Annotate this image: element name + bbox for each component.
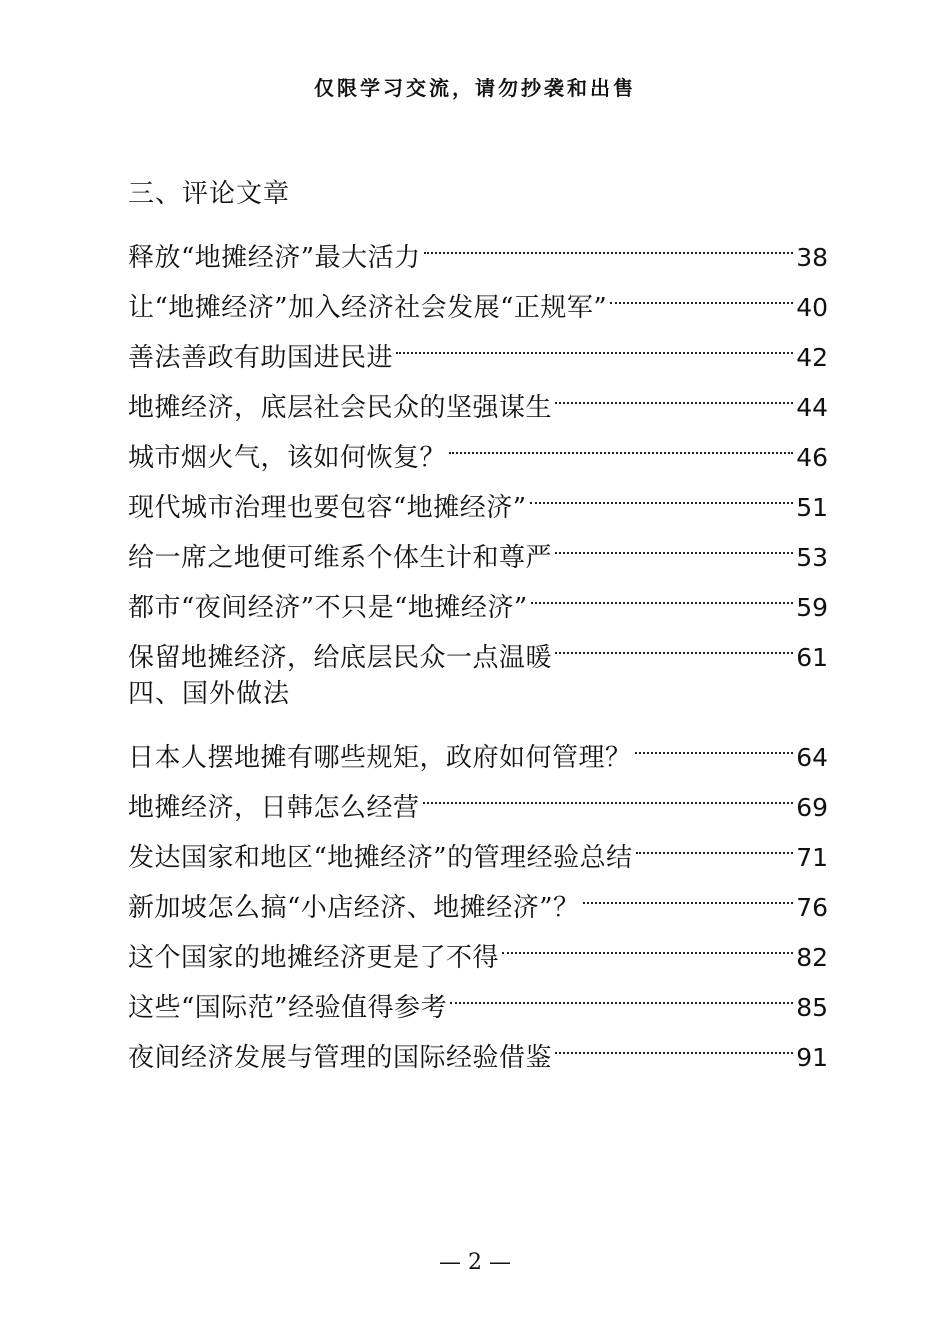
toc-entry-title: 现代城市治理也要包容“地摊经济” — [128, 493, 527, 523]
toc-entry-page: 85 — [796, 993, 828, 1022]
toc-leader-dots — [530, 472, 794, 516]
toc-entry-title: 日本人摆地摊有哪些规矩，政府如何管理？ — [128, 743, 632, 773]
toc-entry-page: 64 — [796, 743, 828, 772]
section-heading: 四、国外做法 — [128, 679, 291, 709]
toc-entry-page: 42 — [796, 343, 828, 372]
toc-entry-title: 都市“夜间经济”不只是“地摊经济” — [128, 593, 528, 623]
toc-entry-title: 保留地摊经济，给底层民众一点温暖 — [128, 643, 553, 673]
toc-leader-dots — [531, 572, 794, 616]
toc-leader-dots — [423, 772, 794, 816]
toc-leader-dots — [555, 522, 793, 566]
toc-entry-title: 发达国家和地区“地摊经济”的管理经验总结 — [128, 843, 633, 873]
toc-leader-dots — [555, 1022, 793, 1066]
toc-entry-title: 地摊经济，底层社会民众的坚强谋生 — [128, 393, 553, 423]
toc-entry-page: 82 — [796, 943, 828, 972]
toc-entry-page: 61 — [796, 643, 828, 672]
toc-entry-title: 城市烟火气，该如何恢复？ — [128, 443, 447, 473]
toc-leader-dots — [396, 322, 793, 366]
toc-entry-page: 38 — [796, 243, 828, 272]
toc-leader-dots — [555, 622, 793, 666]
page-header-notice: 仅限学习交流，请勿抄袭和出售 — [314, 76, 636, 100]
table-of-contents — [128, 172, 828, 1072]
toc-entry-page: 40 — [796, 293, 828, 322]
toc-entry-page: 91 — [796, 1043, 828, 1072]
toc-leader-dots — [635, 722, 794, 766]
toc-entry-page: 51 — [796, 493, 828, 522]
toc-leader-dots — [583, 872, 794, 916]
toc-entry-title: 这些“国际范”经验值得参考 — [128, 993, 448, 1023]
toc-entry-title: 夜间经济发展与管理的国际经验借鉴 — [128, 1043, 553, 1073]
toc-leader-dots — [636, 822, 794, 866]
toc-entry-page: 69 — [796, 793, 828, 822]
toc-entry-page: 59 — [796, 593, 828, 622]
toc-entry-title: 给一席之地便可维系个体生计和尊严 — [128, 543, 553, 573]
toc-entry — [128, 722, 828, 772]
toc-leader-dots — [555, 372, 793, 416]
toc-entry-page: 71 — [796, 843, 828, 872]
toc-entry-page: 46 — [796, 443, 828, 472]
toc-leader-dots — [450, 972, 793, 1016]
toc-leader-dots — [502, 922, 793, 966]
section-heading: 三、评论文章 — [128, 179, 291, 209]
toc-entry-page: 53 — [796, 543, 828, 572]
toc-leader-dots — [449, 422, 793, 466]
toc-entry-title: 释放“地摊经济”最大活力 — [128, 243, 421, 273]
toc-entry-page: 76 — [796, 893, 828, 922]
toc-entry — [128, 222, 828, 272]
toc-leader-dots — [610, 272, 793, 316]
toc-leader-dots — [424, 222, 794, 266]
toc-entry-page: 44 — [796, 393, 828, 422]
toc-entry-title: 这个国家的地摊经济更是了不得 — [128, 943, 500, 973]
toc-entry-title: 地摊经济，日韩怎么经营 — [128, 793, 420, 823]
page-number-footer: — 2 — — [439, 1250, 511, 1275]
toc-entry-title: 让“地摊经济”加入经济社会发展“正规军” — [128, 293, 608, 323]
toc-entry-title: 善法善政有助国进民进 — [128, 343, 394, 373]
toc-entry-title: 新加坡怎么搞“小店经济、地摊经济”？ — [128, 893, 580, 923]
